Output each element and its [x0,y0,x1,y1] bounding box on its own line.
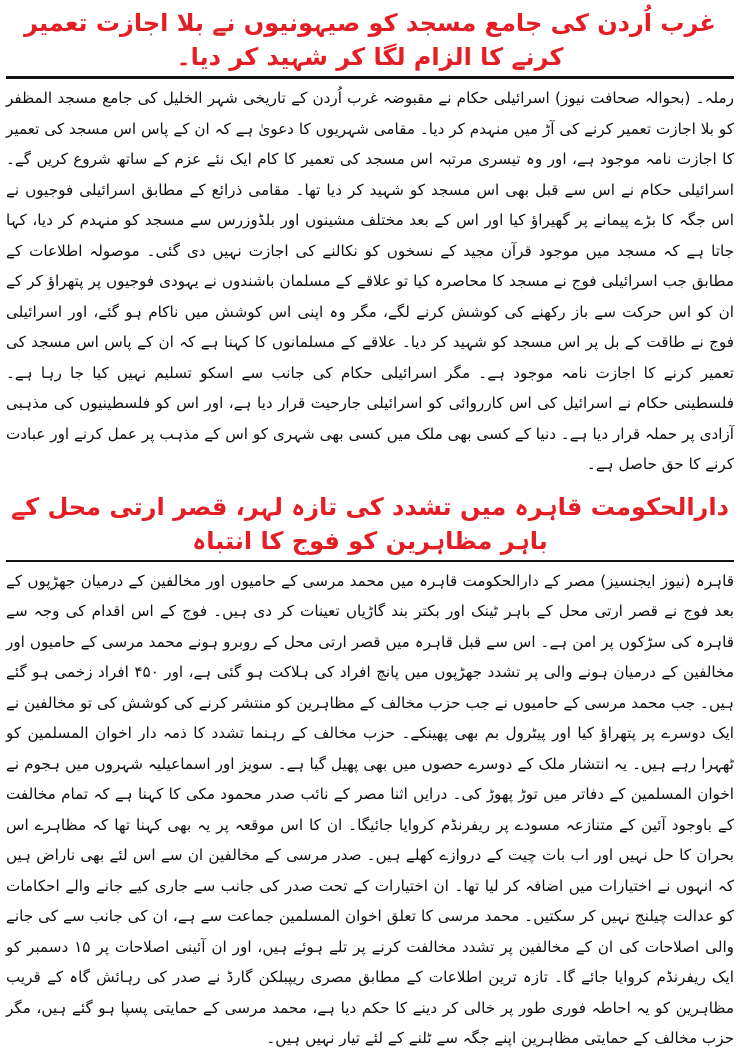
article-headline: غرب اُردن کی جامع مسجد کو صیہونیوں نے بلا اجازت تعمیر کرنے کا الزام لگا کر شہید کر دیا۔ [24,9,716,71]
headline-divider [6,560,734,562]
article-mosque [6,6,734,480]
article-body: قاہرہ (نیوز ایجنسیز) مصر کے دارالحکومت قاہرہ میں محمد مرسی کے حامیوں اور مخالفین کے درمیان جھڑپوں کے بعد فوج نے قصر ارتی محل کے باہر ٹینک اور بکتر بند گاڑیاں تعینات کر دی ہیں۔ فوج کے اس اقدام کی وجہ سے قاہرہ کی سڑکوں پر امن ہے۔ اس سے قبل قاہرہ میں قصر ارتی محل کے روبرو ہونے محمد مرسی کے حامیوں اور مخالفین کے درمیان ہونے والی پر تشدد جھڑپوں میں پانچ افراد کی ہلاکت ہو گئی ہے، اور ۴۵۰ افراد زخمی ہو گئے ہیں۔ جب محمد مرسی کے حامیوں نے جب حزب مخالف کے مظاہرین کو منتشر کرنے کی کوشش کی تو مخالفین نے ایک دوسرے پر پتھراؤ کیا اور پیٹرول بم بھی پھینکے۔ حزب مخالف کے رہنما تشدد کا ذمہ دار اخوان المسلمین کو ٹھہرا رہے ہیں۔ یہ انتشار ملک کے دوسرے حصوں میں بھی پھیل گیا ہے۔ سویز اور اسماعیلیہ شہروں میں ہجوم نے اخوان المسلمین کے دفاتر میں توڑ پھوڑ کی۔ درایں اثنا مصر کے نائب صدر محمود مکی کا کہنا ہے کہ تمام مخالفت کے باوجود آئین کے متنازعہ مسودے پر ریفرنڈم کروایا جائیگا۔ ان کا اس موقعہ پر یہ بھی کہنا تھا کہ مظاہرے اس بحران کا حل نہیں اور اب بات چیت کے دروازے کھلے ہیں۔ صدر مرسی کے مخالفین ان سے اس لئے بھی ناراض ہیں کہ انہوں نے اختیارات میں اضافہ کر لیا تھا۔ ان اختیارات کے تحت صدر کی جانب سے جاری کیے جانے والے احکامات کو عدالت چیلنج نہیں کر سکتیں۔ محمد مرسی کا تعلق اخوان المسلمین جماعت سے ہے، ان کی جانب سے کی جانے والی اصلاحات کی ان کے مخالفین پر تشدد مخالفت کرنے پر تلے ہوئے ہیں، اور ان آئینی اصلاحات پر ۱۵ دسمبر کو ایک ریفرنڈم کروایا جائے گا۔ تازہ ترین اطلاعات کے مطابق مصری ریپبلکن گارڈ نے صدر کی رہائش گاہ کے قریب مظاہرین کو یہ احاطہ فوری طور پر خالی کر دینے کا حکم دیا ہے، محمد مرسی کے حمایتی پسپا ہو گئے ہیں، مگر حزب مخالف کے حمایتی مظاہرین اپنے جگہ سے ٹلنے کے لئے تیار نہیں ہیں۔ [6,571,734,1047]
section-spacer [6,480,734,484]
article-body: رملہ۔ (بحوالہ صحافت نیوز) اسرائیلی حکام نے مقبوضہ غرب اُردن کے تاریخی شہر الخلیل کی جامع مسجد المظفر کو بلا اجازت تعمیر کرنے کی آڑ میں منہدم کر دیا۔ مقامی شہریوں کا دعویٰ ہے کہ ان کے پاس اس مسجد کی تعمیر کا اجازت نامہ موجود ہے، اور وہ تیسری مرتبہ اس مسجد کی تعمیر کا کام ایک نئے عزم کے ساتھ شروع کریں گے۔ اسرائیلی حکام نے اس سے قبل بھی اس مسجد کو شہید کر دیا تھا۔ مقامی ذرائع کے مطابق اسرائیلی فوجیوں نے اس جگہ کا بڑے پیمانے پر گھیراؤ کیا اور اس کے بعد مختلف مشینوں اور بلڈوزرس سے مسجد کو منہدم کر دیا، کہا جاتا ہے کہ مسجد میں موجود قرآن مجید کے نسخوں کو نکالنے کی اجازت نہیں دی گئی۔ موصولہ اطلاعات کے مطابق جب اسرائیلی فوج نے مسجد کا محاصرہ کیا تو علاقے کے مسلمان باشندوں نے یہودی فوجیوں پر پتھراؤ کر کے ان کو اس حرکت سے باز رکھنے کی کوشش کرنے لگے، مگر وہ اپنی اس کوشش میں ناکام ہو گئے، اور اسرائیلی فوج نے طاقت کے بل پر اس مسجد کو شہید کر دیا۔ علاقے کے مسلمانوں کا کہنا ہے کہ ان کے پاس اس مسجد کی تعمیر کرنے کا اجازت نامہ موجود ہے۔ مگر اسرائیلی حکام کی جانب سے اسکو تسلیم نہیں کیا جا رہا ہے۔ فلسطینی حکام نے اسرائیل کی اس کارروائی کو اسرائیلی جارحیت قرار دیا ہے، اور اس کو فلسطینیوں کی مذہبی آزادی پر حملہ قرار دیا ہے۔ دنیا کے کسی بھی ملک میں کسی بھی شہری کو اس کے مذہب پر عمل کرنے اور عبادت کرنے کا حق حاصل ہے۔ [6,89,734,473]
article-cairo [6,490,734,1054]
headline-divider [6,76,734,79]
article-headline: دارالحکومت قاہرہ میں تشدد کی تازہ لہر، قصر ارتی محل کے باہر مظاہرین کو فوج کا انتباہ [11,492,729,555]
